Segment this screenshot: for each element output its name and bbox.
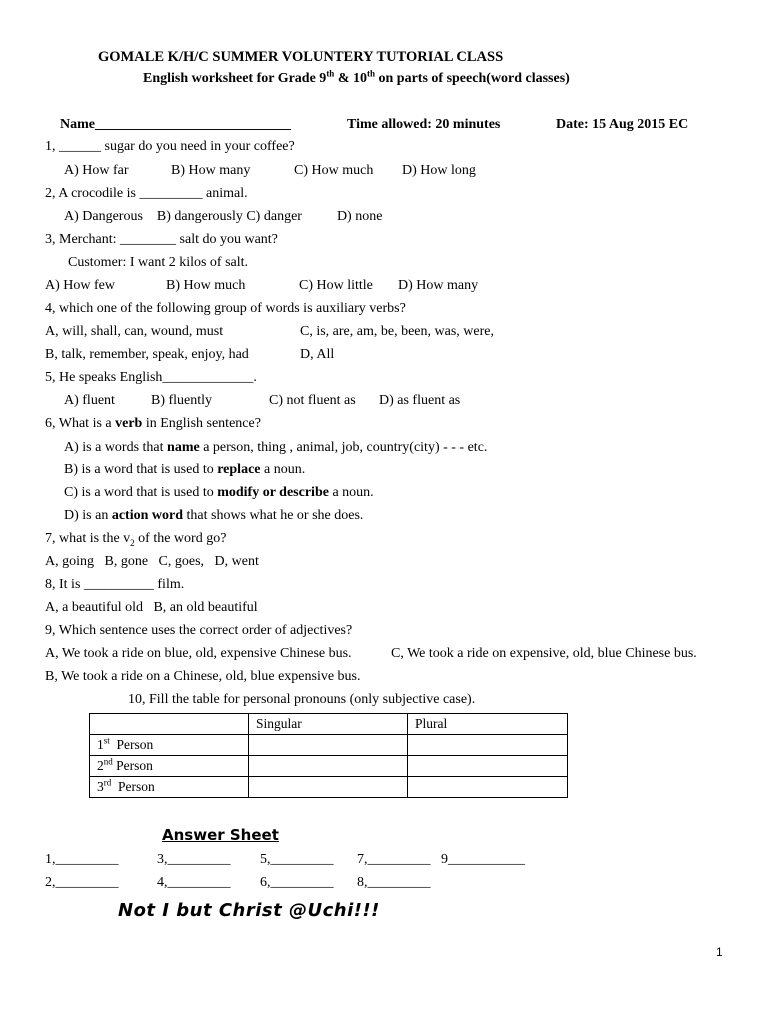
- plural-cell[interactable]: [408, 756, 568, 777]
- row-label-1st-person: 1st Person: [90, 735, 249, 756]
- motto-text: Not I but Christ @Uchi!!!: [118, 900, 380, 921]
- q6-option-b: B) is a word that is used to replace a noun.: [64, 462, 306, 477]
- answer-1[interactable]: 1,_________: [45, 852, 119, 867]
- table-header-singular: Singular: [249, 714, 408, 735]
- answer-6[interactable]: 6,_________: [260, 875, 334, 890]
- q8-options: A, a beautiful old B, an old beautiful: [45, 600, 258, 615]
- question-5: 5, He speaks English_____________.: [45, 370, 257, 385]
- q7-options: A, going B, gone C, goes, D, went: [45, 554, 259, 569]
- date: Date: 15 Aug 2015 EC: [556, 117, 689, 132]
- q9-option-b: B, We took a ride on a Chinese, old, blue expensive bus.: [45, 669, 361, 684]
- q5-option-d: D) as fluent as: [379, 393, 461, 408]
- q3-option-c: C) How little: [299, 278, 373, 293]
- q9-option-c: C, We took a ride on expensive, old, blue Chinese bus.: [391, 646, 697, 661]
- q9-option-a: A, We took a ride on blue, old, expensive Chinese bus.: [45, 646, 352, 661]
- q4-option-b: B, talk, remember, speak, enjoy, had: [45, 347, 249, 362]
- row-label-2nd-person: 2nd Person: [90, 756, 249, 777]
- q4-option-d: D, All: [300, 347, 335, 362]
- page-number: 1: [716, 945, 723, 959]
- question-10: 10, Fill the table for personal pronouns (only subjective case).: [128, 692, 476, 707]
- q5-option-b: B) fluently: [151, 393, 213, 408]
- q3-customer-line: Customer: I want 2 kilos of salt.: [68, 255, 249, 270]
- answer-8[interactable]: 8,_________: [357, 875, 431, 890]
- q3-option-a: A) How few: [45, 278, 115, 293]
- table-cell: [90, 714, 249, 735]
- answer-sheet-title: Answer Sheet: [162, 826, 279, 844]
- question-7: 7, what is the $v_2$ of the word go?: [45, 531, 227, 548]
- q1-option-b: B) How many: [171, 163, 251, 178]
- plural-cell[interactable]: [408, 777, 568, 798]
- pronoun-table: [89, 713, 568, 798]
- q4-option-c: C, is, are, am, be, been, was, were,: [300, 324, 494, 339]
- q1-option-d: D) How long: [402, 163, 476, 178]
- q5-option-c: C) not fluent as: [269, 393, 356, 408]
- table-header-plural: Plural: [408, 714, 568, 735]
- table-header-row: [90, 714, 568, 735]
- question-6: 6, What is a verb in English sentence?: [45, 416, 261, 431]
- singular-cell[interactable]: [249, 735, 408, 756]
- time-allowed: Time allowed: 20 minutes: [347, 117, 501, 132]
- q3-option-b: B) How much: [166, 278, 246, 293]
- worksheet-title: GOMALE K/H/C SUMMER VOLUNTERY TUTORIAL CLASS: [98, 49, 504, 65]
- row-label-3rd-person: 3rd Person: [90, 777, 249, 798]
- plural-cell[interactable]: [408, 735, 568, 756]
- question-4: 4, which one of the following group of words is auxiliary verbs?: [45, 301, 406, 316]
- singular-cell[interactable]: [249, 756, 408, 777]
- answer-4[interactable]: 4,_________: [157, 875, 231, 890]
- question-1: 1, ______ sugar do you need in your coffee?: [45, 139, 295, 154]
- answer-2[interactable]: 2,_________: [45, 875, 119, 890]
- q2-options: A) Dangerous B) dangerously C) danger D) none: [64, 209, 383, 224]
- q6-option-c: C) is a word that is used to modify or describe a noun.: [64, 485, 374, 500]
- worksheet-subtitle: English worksheet for Grade 9th & 10th on parts of speech(word classes): [143, 68, 570, 86]
- singular-cell[interactable]: [249, 777, 408, 798]
- q3-option-d: D) How many: [398, 278, 479, 293]
- table-row: [90, 735, 568, 756]
- question-3: 3, Merchant: ________ salt do you want?: [45, 232, 278, 247]
- answer-9[interactable]: 9___________: [441, 852, 525, 867]
- q1-option-c: C) How much: [294, 163, 374, 178]
- q6-option-a: A) is a words that name a person, thing , animal, job, country(city) - - - etc.: [64, 440, 488, 455]
- question-8: 8, It is __________ film.: [45, 577, 185, 592]
- q4-option-a: A, will, shall, can, wound, must: [45, 324, 224, 339]
- q6-option-d: D) is an action word that shows what he or she does.: [64, 508, 364, 523]
- answer-3[interactable]: 3,_________: [157, 852, 231, 867]
- table-row: [90, 756, 568, 777]
- q1-option-a: A) How far: [64, 163, 129, 178]
- answer-7[interactable]: 7,_________: [357, 852, 431, 867]
- question-9: 9, Which sentence uses the correct order of adjectives?: [45, 623, 353, 638]
- q5-option-a: A) fluent: [64, 393, 115, 408]
- table-row: [90, 777, 568, 798]
- answer-5[interactable]: 5,_________: [260, 852, 334, 867]
- name-field: Name____________________________: [60, 117, 291, 132]
- question-2: 2, A crocodile is _________ animal.: [45, 186, 248, 201]
